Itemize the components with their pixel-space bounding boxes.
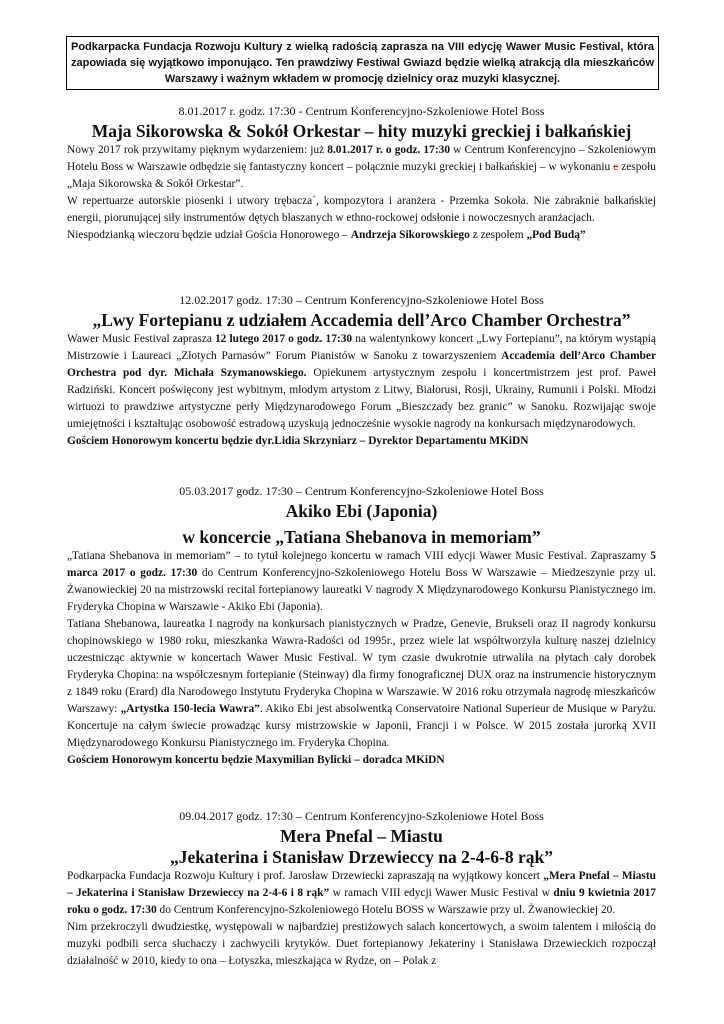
event-2-date: 12.02.2017 godz. 17:30 – Centrum Konferencyjno-Szkoleniowe Hotel Boss (179, 293, 544, 307)
event-3-body (67, 548, 656, 769)
intro-box: Podkarpacka Fundacja Rozwoju Kultury z wielką radością zaprasza na VIII edycję Wawer Music Festival, która zapowiada się wyjątkowo imponująco. Ten prawdziwy Festiwal Gwiazd będzie wielką atrakcją dla mieszkańców Warszawy i ważnym wkładem w promocję dzielnicy oraz muzyki klasycznej. (66, 36, 659, 90)
event-section-4 (67, 809, 656, 970)
event-1-body (67, 142, 656, 244)
event-3-honorary-guest: Gościem Honorowym koncertu będzie Maxymilian Bylicki – doradca MKiDN (67, 754, 445, 766)
event-4-paragraph-1: Podkarpacka Fundacja Rozwoju Kultury i prof. Jarosław Drzewiecki zapraszają na wyjątkowy koncert „Mera Pnefal – Miastu – Jekaterina i Stanisław Drzewieccy na 2-4-6 i 8 rąk” w ramach VIII edycji Wawer Music Festival w dniu 9 kwietnia 2017 roku o godz. 17:30 do Centrum Konferencyjno-Szkoleniowego Hotelu BOSS w Warszawie przy ul. Żwanowieckiej 20. (67, 870, 657, 916)
event-1-paragraph-2: W repertuarze autorskie piosenki i utwory trębacza`, kompozytora i aranżera - Przemka Sokoła. Nie zabraknie bałkańskiej energii, piorunującej siły instrumentów dętych blaszanych w ethno-rockowej odsłonie i nowoczesnych aranżacjach. (67, 195, 656, 224)
strikethrough-mark: e (613, 161, 619, 173)
event-1-paragraph-1: Nowy 2017 rok przywitamy pięknym wydarzeniem: już 8.01.2017 r. o godz. 17:30 w Centrum Konferencyjno – Szkoleniowym Hotelu Boss w Warszawie odbędzie się fantastyczny koncert – połącznie muzyki greckiej i bałkańskiej – w wykonaniu e zespołu „Maja Sikorowska & Sokół Orkestar”. (67, 144, 656, 190)
event-2-title: „Lwy Fortepianu z udziałem Accademia dell’Arco Chamber Orchestra” (92, 310, 631, 330)
event-4-paragraph-2: Nim przekroczyli dwudziestkę, występowali w najbardziej prestiżowych salach koncertowych, a swoim talentem i miłością do muzyki podbili serca słuchaczy i zachwycili krytyków. Duet fortepianowy Jekateriny i Stanisława Drzewieckich rozpoczął działalność w 2010, kiedy to ona – Łotyszka, mieszkająca w Rydze, on – Polak z (67, 921, 656, 967)
event-2-paragraph-1: Wawer Music Festival zaprasza 12 lutego 2017 o godz. 17:30 na walentynkowy koncert „Lwy Fortepianu”, na którym wystąpią Mistrzowie i Laureaci „Złotych Parnasów” Forum Pianistów w Sanoku z towarzyszeniem Accademia dell’Arco Chamber Orchestra pod dyr. Michała Szymanowskiego. Opiekunem artystycznym zespołu i koncertmistrzem jest prof. Paweł Radziński. Koncert poświęcony jest wybitnym, młodym artystom z Litwy, Białorusi, Rosji, Ukrainy, Rumunii i Polski. Młodzi wirtuozi to prawdziwe artystyczne perły Międzynarodowego Forum „Bieszczady bez granic” w Sanoku. Rozwijając swoje umiejętności i kształtując osobowość estradową uzyskują jednocześnie wysokie nagrody na konkursach międzynarodowych. (67, 333, 656, 430)
event-section-1 (67, 104, 656, 244)
event-3-title-line-1: Akiko Ebi (Japonia) (285, 501, 438, 521)
event-4-title-line-2: „Jekaterina i Stanisław Drzewieccy na 2-4-6-8 rąk” (170, 847, 553, 867)
event-4-title-line-1: Mera Pnefal – Miastu (280, 826, 443, 846)
event-4-body (67, 868, 656, 970)
event-1-paragraph-3: Niespodzianką wieczoru będzie udział Gościa Honorowego – Andrzeja Sikorowskiego z zespołem „Pod Budą” (67, 229, 586, 241)
event-2-body (67, 331, 656, 450)
event-3-paragraph-1: „Tatiana Shebanova in memoriam” – to tytuł kolejnego koncertu w ramach VIII edycji Wawer Music Festival. Zapraszamy 5 marca 2017 o godz. 17:30 do Centrum Konferencyjno-Szkoleniowego Hotelu Boss W Warszawie – Miedzeszynie przy ul. Żwanowieckiej 20 na mistrzowski recital fortepianowy laureatki V nagrody X Międzynarodowego Konkursu Pianistycznego im. Fryderyka Chopina w Warszawie - Akiko Ebi (Japonia). (67, 550, 656, 613)
event-1-date: 8.01.2017 r. godz. 17:30 - Centrum Konferencyjno-Szkoleniowe Hotel Boss (178, 104, 545, 118)
event-3-paragraph-2: Tatiana Shebanowa, laureatka I nagrody na konkursach pianistycznych w Pradze, Genevie, Brukseli oraz II nagrody konkursu chopinowskiego w 1980 roku, mieszkanka Wawra-Radości od 1995r., przez wiele lat współtworzyła kulturę naszej dzielnicy uczestnicząc aktywnie w koncertach Wawer Music Festival. W tym czasie dwukrotnie utrwaliła na płytach cały dorobek Fryderyka Chopina: na współczesnym fortepianie (Steinway) dla firmy fonograficznej DUX oraz na instrumencie historycznym z 1849 roku (Erard) dla Narodowego Instytutu Fryderyka Chopina w Warszawie. W 2016 roku otrzymała nagrodę mieszkańców Warszawy: „Artystka 150-lecia Wawra”. Akiko Ebi jest absolwentką Conservatoire National Superieur de Musique w Paryżu. Koncertuje na całym świecie prowadząc kursy mistrzowskie w Japonii, Francji i w Polsce. W 2015 została jurorką XVII Międzynarodowego Konkursu Pianistycznego im. Fryderyka Chopina. (67, 618, 656, 749)
event-4-date: 09.04.2017 godz. 17:30 – Centrum Konferencyjno-Szkoleniowe Hotel Boss (179, 809, 544, 823)
event-1-title: Maja Sikorowska & Sokół Orkestar – hity muzyki greckiej i bałkańskiej (91, 121, 632, 141)
event-section-2 (67, 293, 656, 450)
event-2-honorary-guest: Gościem Honorowym koncertu będzie dyr.Lidia Skrzyniarz – Dyrektor Departamentu MKiDN (67, 435, 529, 447)
event-3-date: 05.03.2017 godz. 17:30 – Centrum Konferencyjno-Szkoleniowe Hotel Boss (179, 484, 544, 498)
event-section-3 (67, 484, 656, 769)
event-3-title-line-2: w koncercie „Tatiana Shebanova in memoriam” (182, 527, 541, 547)
